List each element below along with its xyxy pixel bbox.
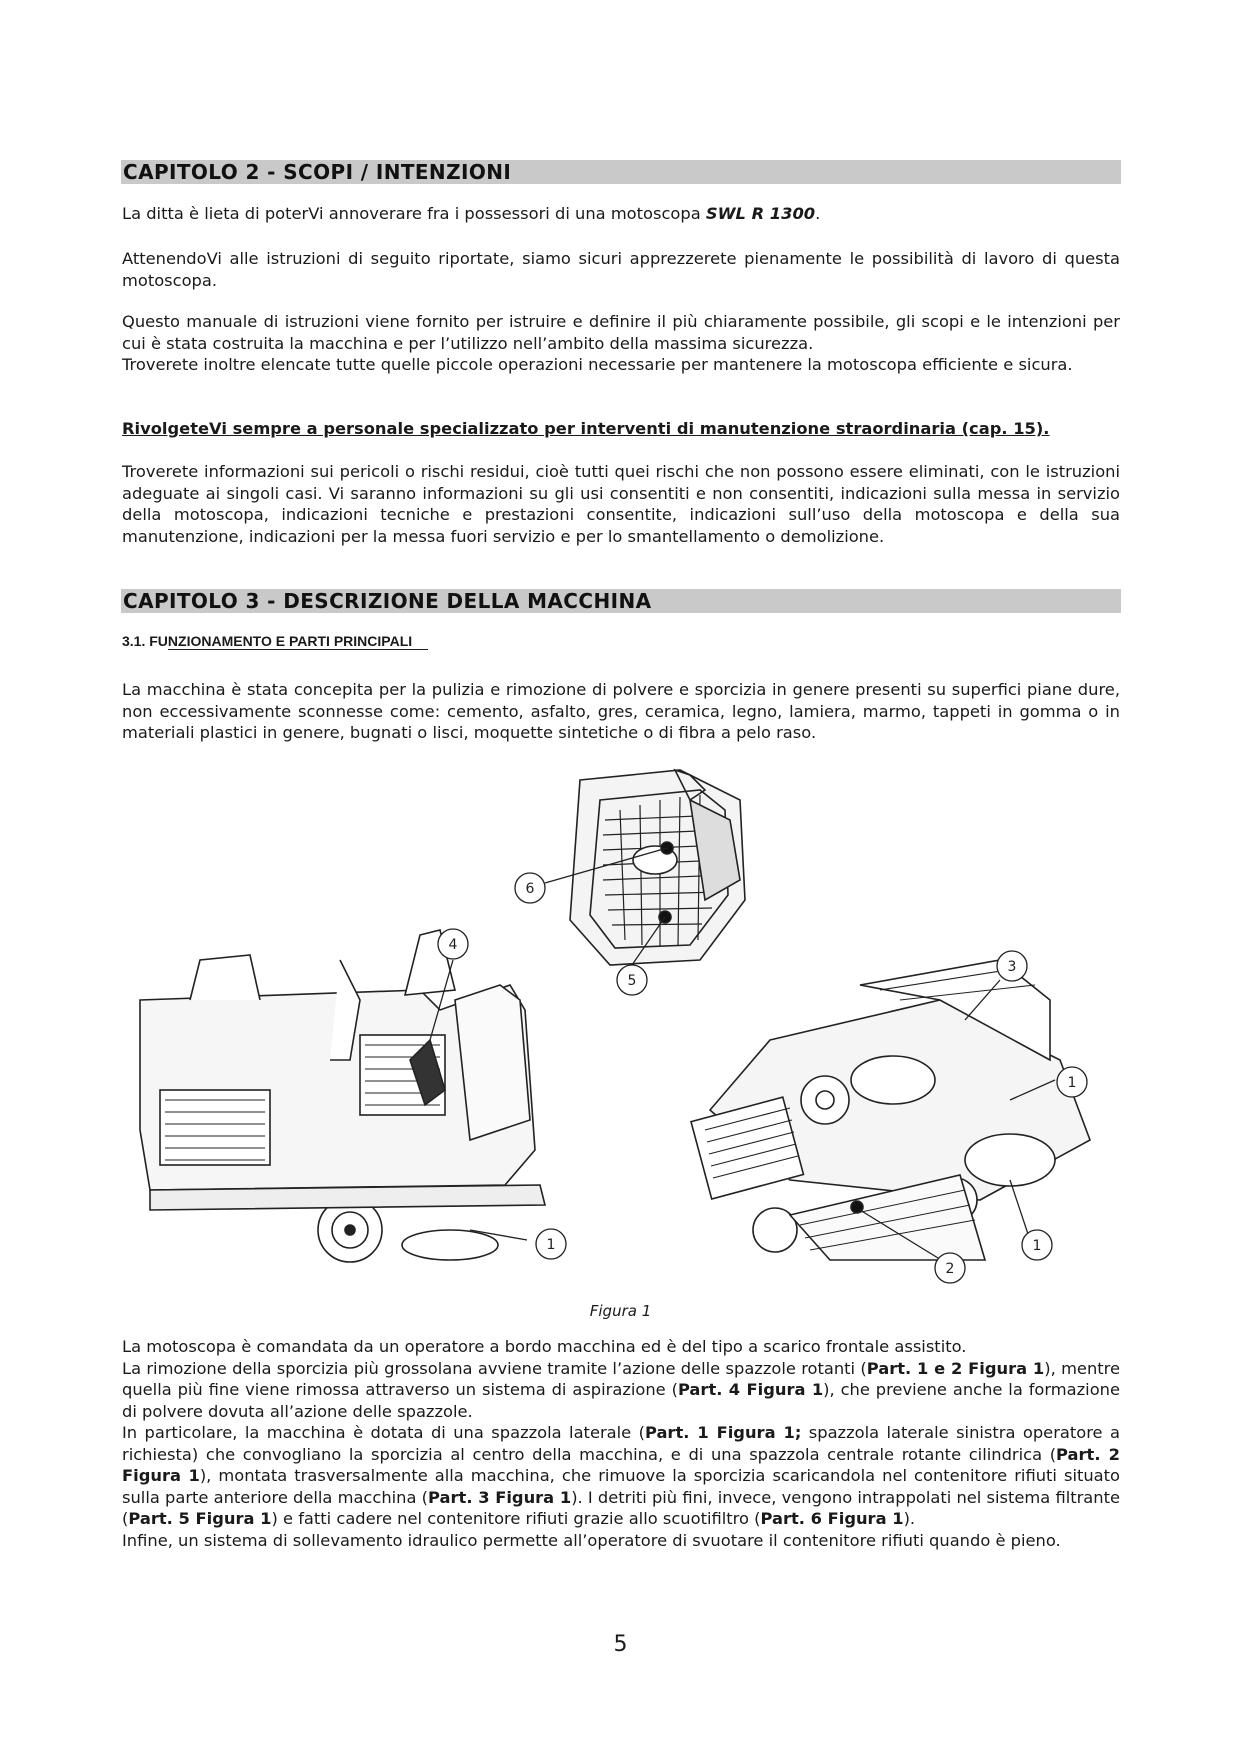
desc-text: ), montata trasversalmente alla macchina, che rimuove la sporcizia scaricandola nel contenitore rifiuti situato sulla parte anteriore della macchina ( <box>122 1466 1120 1507</box>
description-line-1: La motoscopa è comandata da un operatore a bordo macchina ed è del tipo a scarico frontale assistito. <box>122 1337 967 1356</box>
filter-detail-drawing <box>570 770 745 965</box>
intro-text: La ditta è lieta di poterVi annoverare fra i possessori di una motoscopa <box>122 204 706 223</box>
desc-text: ). <box>903 1509 916 1528</box>
callout-2: 2 <box>945 1261 955 1277</box>
ref-part-2: Part. 2 Figura 1 <box>122 1444 1120 1485</box>
maintenance-text: Troverete inoltre elencate tutte quelle piccole operazioni necessarie per mantenere la motoscopa efficiente e sicura. <box>122 355 1073 374</box>
model-name: SWL R 1300 <box>705 204 816 223</box>
desc-text: La rimozione della sporcizia più grossolana avviene tramite l’azione delle spazzole rotanti ( <box>122 1358 867 1378</box>
chapter-2-heading: CAPITOLO 2 - SCOPI / INTENZIONI <box>121 160 1121 184</box>
ref-part-1: Part. 1 Figura 1; <box>644 1423 802 1442</box>
underside-view-drawing <box>691 960 1090 1260</box>
desc-text: ), mentre quella più fine viene rimossa attraverso un sistema di aspirazione ( <box>122 1358 1121 1399</box>
section-title: NZIONAMENTO E PARTI PRINCIPALI <box>168 633 428 650</box>
desc-text: In particolare, la macchina è dotata di una spazzola laterale ( <box>122 1423 645 1442</box>
callout-1-bottom: 1 <box>1032 1238 1042 1254</box>
desc-text: ). I detriti più fini, invece, vengono intrappolati nel sistema filtrante ( <box>122 1487 1120 1528</box>
ref-part-1-2: Part. 1 e 2 Figura 1 <box>866 1358 1045 1378</box>
side-view-drawing <box>140 930 545 1262</box>
callout-4: 4 <box>448 937 458 953</box>
instructions-paragraph: AttenendoVi alle istruzioni di seguito riportate, siamo sicuri apprezzerete pienamente le possibilità di lavoro di questa motoscopa. <box>122 249 1120 290</box>
desc-text: ) e fatti cadere nel contenitore rifiuti grazie allo scuotifiltro ( <box>271 1509 761 1528</box>
machine-purpose-paragraph: La macchina è stata concepita per la pulizia e rimozione di polvere e sporcizia in genere presenti su superfici piane dure, non eccessivamente sconnesse come: cemento, asfalto, gres, ceramica, legno, lamiera, marmo, tappeti in gomma o in materiali plastici in genere, bugnati o lisci, moquette sintetiche o di fibra a pelo raso. <box>122 680 1120 742</box>
intro-end: . <box>815 204 821 223</box>
callout-5: 5 <box>627 973 637 989</box>
chapter-3-heading: CAPITOLO 3 - DESCRIZIONE DELLA MACCHINA <box>121 589 1121 613</box>
callout-1-left: 1 <box>546 1237 556 1253</box>
section-number: 3.1. FU <box>122 633 168 649</box>
callout-1-right: 1 <box>1067 1075 1077 1091</box>
callout-6: 6 <box>525 881 535 897</box>
description-line-4: Infine, un sistema di sollevamento idraulico permette all’operatore di svuotare il contenitore rifiuti quando è pieno. <box>122 1530 1061 1550</box>
risks-paragraph: Troverete informazioni sui pericoli o rischi residui, cioè tutti quei rischi che non possono essere eliminati, con le istruzioni adeguate ai singoli casi. Vi saranno informazioni su gli usi consentiti e non consentiti, indicazioni sulla messa in servizio della motoscopa, indicazioni tecniche e prestazioni consentite, indicazioni sull’uso della motoscopa e della sua manutenzione, indicazioni per la messa fuori servizio e per lo smantellamento o demolizione. <box>122 462 1120 546</box>
page-number: 5 <box>613 1632 628 1657</box>
desc-text: spazzola laterale sinistra operatore a richiesta) che convogliano la sporcizia al centro della macchina, e di una spazzola centrale rotante cilindrica ( <box>122 1423 1120 1464</box>
figure-caption: Figura 1 <box>589 1302 652 1320</box>
callout-3: 3 <box>1007 959 1017 975</box>
specialist-notice-text: RivolgeteVi sempre a personale specializzato per interventi di manutenzione straordinaria (cap. 15). <box>122 419 1050 438</box>
ref-part-3: Part. 3 Figura 1 <box>428 1487 572 1507</box>
ref-part-4: Part. 4 Figura 1 <box>677 1380 824 1399</box>
desc-text: ), che previene anche la formazione di polvere dovuta all’azione delle spazzole. <box>122 1380 1120 1421</box>
manual-purpose-text: Questo manuale di istruzioni viene fornito per istruire e definire il più chiaramente possibile, gli scopi e le intenzioni per cui è stata costruita la macchina e per l’utilizzo nell’ambito della massima sicurezza. <box>122 312 1120 353</box>
description-paragraph <box>122 1336 1120 1551</box>
ref-part-6: Part. 6 Figura 1 <box>760 1509 904 1528</box>
ref-part-5: Part. 5 Figura 1 <box>128 1509 272 1528</box>
